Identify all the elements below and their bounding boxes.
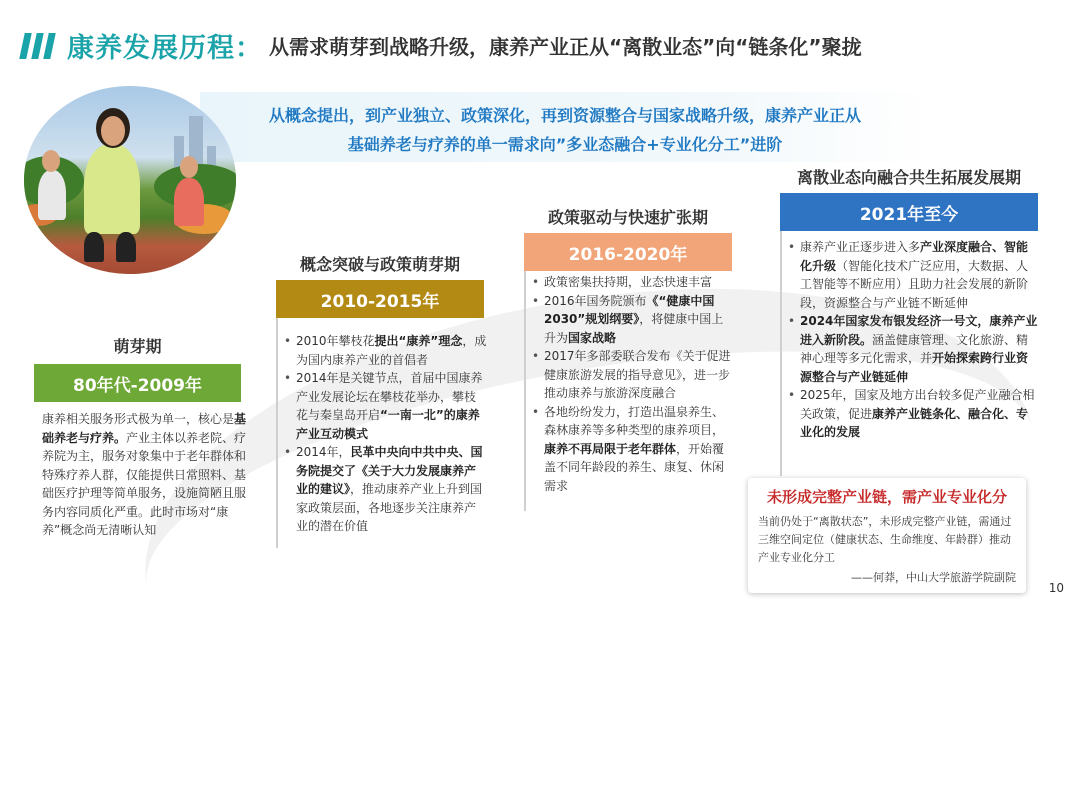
intro-line-1: 从概念提出，到产业独立、政策深化，再到资源整合与国家战略升级，康养产业正从 (268, 106, 861, 125)
stage-1-body: 康养相关服务形式极为单一，核心是基础养老与疗养。产业主体以养老院、疗养院为主，服务对象集中于老年群体和特殊疗养人群，仅能提供日常照料、基础医疗护理等简单服务，设施简陋且服务内容同质化严重。此时市场对“康养”概念尚无清晰认知 (42, 412, 247, 537)
stage-4-rule (780, 231, 782, 476)
quote-text: 当前仍处于“离散状态”，未形成完整产业链，需通过三维空间定位（健康状态、生命维度、年龄群）推动产业专业化分工 (758, 515, 1012, 564)
runners-photo (24, 86, 236, 274)
quote-title: 未形成完整产业链，需产业专业化分 (766, 488, 1007, 506)
stage-3-item: • 各地纷纷发力，打造出温泉养生、森林康养等多种类型的康养项目，康养不再局限于老年群体，开始覆盖不同年龄段的养生、康复、休闲需求 (530, 403, 735, 496)
stage-1-title: 萌芽期 (113, 337, 162, 356)
stage-3-rule (524, 271, 526, 511)
stage-4-body (786, 238, 1038, 442)
stage-2-item: • 2014年，民革中央向中共中央、国务院提交了《关于大力发展康养产业的建议》，推动康养产业上升到国家政策层面，各地逐步关注康养产业的潜在价值 (282, 443, 487, 536)
stage-4-item: • 2025年，国家及地方出台较多促产业融合相关政策，促进康养产业链条化、融合化、专业化的发展 (786, 386, 1038, 442)
page-subtitle: 从需求萌芽到战略升级，康养产业正从“离散业态”向“链条化”聚拢 (269, 35, 862, 59)
title-bar (22, 26, 862, 65)
quote-author: ——何莽，中山大学旅游学院副院 (851, 571, 1016, 584)
stage-2-title: 概念突破与政策萌芽期 (299, 255, 460, 274)
intro-banner (200, 92, 930, 162)
stage-2-period: 2010-2015年 (276, 280, 484, 318)
stage-3-item: • 2017年多部委联合发布《关于促进健康旅游发展的指导意见》，进一步推动康养与旅游深度融合 (530, 347, 735, 403)
page-title: 康养发展历程： (67, 33, 263, 64)
stage-3-body (530, 273, 735, 495)
stage-3-title: 政策驱动与快速扩张期 (547, 208, 708, 227)
stage-3-period: 2016-2020年 (524, 233, 732, 271)
stage-2-rule (276, 318, 278, 548)
page-number: 10 (1048, 581, 1064, 595)
stage-4-title: 离散业态向融合共生拓展发展期 (796, 168, 1021, 187)
stage-1-period: 80年代-2009年 (34, 364, 241, 402)
quote-box (748, 478, 1026, 593)
title-bars-icon (22, 33, 53, 59)
stage-3-item: • 2016年国务院颁布《“健康中国2030”规划纲要》，将健康中国上升为国家战略 (530, 292, 735, 348)
stage-2-item: • 2014年是关键节点，首届中国康养产业发展论坛在攀枝花举办，攀枝花与秦皇岛开启“一南一北”的康养产业互动模式 (282, 369, 487, 443)
stage-4-item: • 康养产业正逐步进入多产业深度融合、智能化升级（智能化技术广泛应用，大数据、人工智能等不断应用）且助力社会发展的新阶段，资源整合与产业链不断延伸 (786, 238, 1038, 312)
stage-3-item: • 政策密集扶持期，业态快速丰富 (530, 273, 735, 292)
stage-2-body (282, 332, 487, 536)
stage-4-period: 2021年至今 (780, 193, 1038, 231)
stage-4-item: • 2024年国家发布银发经济一号文，康养产业进入新阶段。涵盖健康管理、文化旅游、精神心理等多元化需求，并开始探索跨行业资源整合与产业链延伸 (786, 312, 1038, 386)
intro-line-2: 基础养老与疗养的单一需求向”多业态融合+专业化分工”进阶 (347, 135, 783, 154)
stage-2-item: • 2010年攀枝花提出“康养”理念，成为国内康养产业的首倡者 (282, 332, 487, 369)
